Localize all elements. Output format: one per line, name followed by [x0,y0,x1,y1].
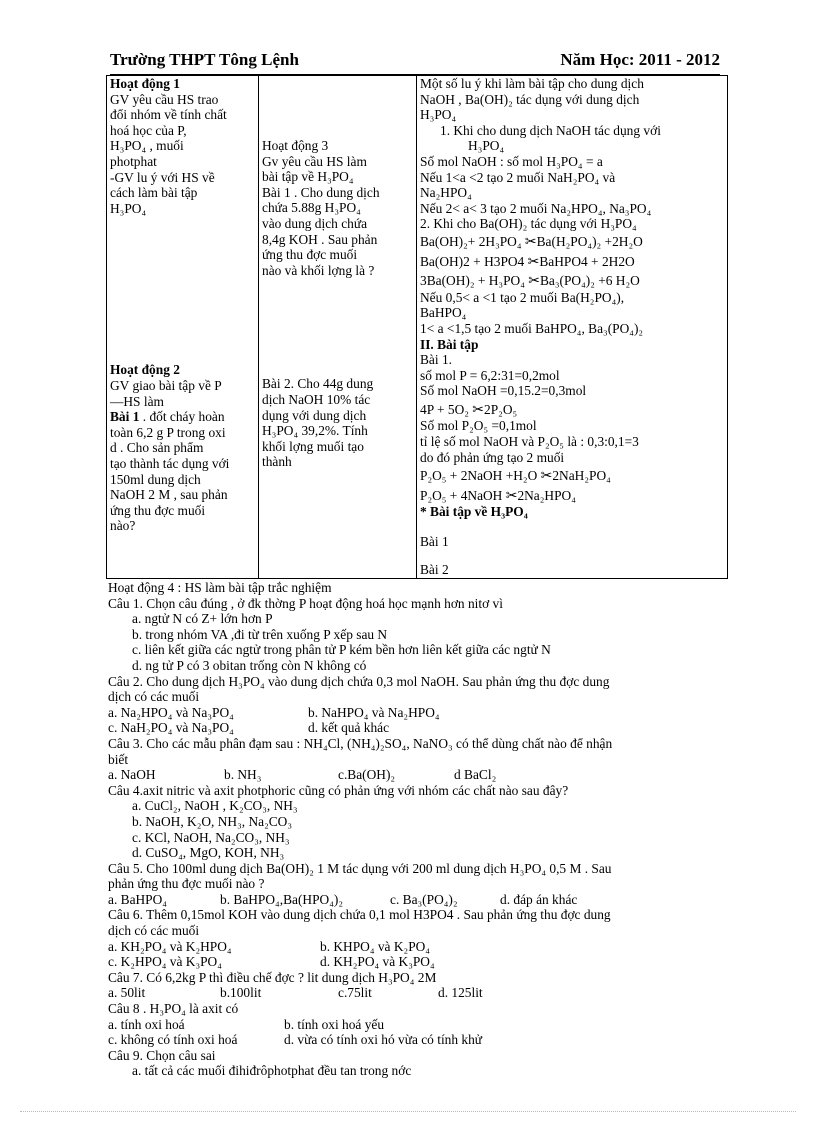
activity-3-line: ứng thu đợc muối [262,247,358,263]
answer-option: a. tất cả các muối đihiđrôphotphat đều tan trong nớc [132,1063,412,1079]
note-line: 1< a <1,5 tạo 2 muối BaHPO₄, Ba₃(PO₄)₂ [420,320,644,336]
question-6-cont: dịch có các muối [108,923,200,939]
activity-3-line: Hoạt động 3 [262,138,329,153]
answer-option: a. ngtử N có Z+ lớn hơn P [132,611,273,627]
answer-option: a. 50lit [108,985,146,1001]
note-line: Một số lu ý khi làm bài tập cho dung dịch [420,76,644,91]
question-1: Câu 1. Chọn câu đúng , ở đk thờng P hoạt động hoá học mạnh hơn nitơ vì [108,595,503,611]
section-heading: * Bài tập về H₃PO₄ [420,504,528,520]
note-line: Nếu 1<a <2 tạo 2 muối NaH₂PO₄ và [420,169,616,185]
activity-2-line: ứng thu đợc muối [110,502,206,518]
answer-option: b. BaHPO₄,Ba(HPO₄)₂ [220,891,343,907]
answer-option: d BaCl₂ [454,767,497,783]
activity-1-line: H₃PO₄ , muối [110,138,184,154]
answer-option: d. 125lit [438,985,483,1001]
reaction-arrow-icon: ✂ [528,274,540,290]
answer-option: c. NaH₂PO₄ và Na₃PO₄ [108,720,234,736]
activity-2-title: Hoạt động 2 [110,362,180,378]
equation-4: 4P + 5O₂ ✂2P₂O₅ [420,401,518,418]
answer-option: b. NaHPO₄ và Na₂HPO₄ [308,704,440,720]
section-heading: II. Bài tập [420,336,479,352]
activity-1-line: -GV lu ý với HS về [110,169,215,185]
page-header [110,50,720,75]
solution-line: Số mol P₂O₅ =0,1mol [420,418,537,434]
activity-1-line: đổi nhóm về tính chất [110,107,227,123]
note-item-1-cont: H₃PO₄ [468,138,505,154]
content-column [417,76,728,579]
note-line: Nếu 0,5< a <1 tạo 2 muối Ba(H₂PO₄), [420,289,625,305]
school-year: Năm Học: 2011 - 2012 [560,50,720,69]
activity-1-line: cách làm bài tập [110,185,198,201]
answer-option: c. không có tính oxi hoá [108,1032,238,1048]
solution-line: số mol P = 6,2:31=0,2mol [420,367,560,383]
activity-1-line: hoá học của P, [110,122,187,138]
activity-3-line: 8,4g KOH . Sau phản [262,231,378,247]
activity-2-line: d . Cho sản phẩm [110,440,204,456]
lesson-table [106,75,728,579]
answer-option: d. KH₂PO₄ và K₃PO₄ [320,954,435,970]
page-footer-divider [20,1111,796,1112]
activity-2-line: nào? [110,518,136,534]
answer-option: d. CuSO₄, MgO, KOH, NH₃ [132,845,285,861]
activity-2-line: tạo thành tác dụng với [110,455,230,471]
solution-line: tỉ lệ số mol NaOH và P₂O₅ là : 0,3:0,1=3 [420,434,639,450]
equation-6: P₂O₅ + 4NaOH ✂2Na₂HPO₄ [420,487,576,504]
question-3: Câu 3. Cho các mẫu phân đạm sau : NH₄Cl, (NH₄)₂SO₄, NaNO₃ có thể dùng chất nào để nhận [108,735,613,751]
activity-3-line: chứa 5.88g H₃PO₄ [262,200,361,216]
answer-option: c. Ba₃(PO₄)₂ [390,891,458,907]
quiz-section [108,580,728,1079]
answer-option: c.75lit [338,985,372,1001]
answer-option: a. Na₂HPO₄ và Na₃PO₄ [108,704,234,720]
answer-option: a. BaHPO₄ [108,891,167,907]
equation-1: Ba(OH)₂+ 2H₃PO₄ ✂Ba(H₂PO₄)₂ +2H₂O [420,233,643,250]
answer-option: b.100lit [220,985,262,1001]
question-6: Câu 6. Thêm 0,15mol KOH vào dung dịch chứa 0,1 mol H3PO4 . Sau phản ứng thu đợc dung [108,907,611,923]
question-5-cont: phản ứng thu đợc muối nào ? [108,876,265,892]
answer-option: b. tính oxi hoá yếu [284,1016,385,1032]
answer-option: b. trong nhóm VA ,đi từ trên xuống P xếp sau N [132,626,388,642]
answer-option: c.Ba(OH)₂ [338,767,396,783]
activity-2-line: GV giao bài tập về P [110,377,222,393]
solution-line: Bài 1. [420,352,452,368]
question-7: Câu 7. Có 6,2kg P thì điều chế đợc ? lit dung dịch H₃PO₄ 2M [108,969,437,985]
note-line: Nếu 2< a< 3 tạo 2 muối Na₂HPO₄, Na₃PO₄ [420,200,652,216]
equation-2: Ba(OH)2 + H3PO4 ✂BaHPO4 + 2H2O [420,253,635,270]
equation-3: 3Ba(OH)₂ + H₃PO₄ ✂Ba₃(PO₄)₂ +6 H₂O [420,273,640,290]
question-2: Câu 2. Cho dung dịch H₃PO₄ vào dung dịch chứa 0,3 mol NaOH. Sau phản ứng thu đợc dung [108,673,610,689]
solution-line: Số mol NaOH =0,15.2=0,3mol [420,383,587,399]
answer-option: c. liên kết giữa các ngtử trong phân tử P kém bền hơn liên kết giữa các ngtử N [132,642,551,658]
reaction-arrow-icon: ✂ [540,469,553,485]
activity-2-line: —HS làm [110,393,164,409]
answer-option: d. ng tử P có 3 obitan trống còn N không có [132,657,367,673]
question-3-cont: biết [108,751,129,767]
solution-line: do đó phản ứng tạo 2 muối [420,449,565,465]
exercise-2-line: dịch NaOH 10% tác [262,391,371,407]
equation-5: P₂O₅ + 2NaOH +H₂O ✂2NaH₂PO₄ [420,468,611,485]
note-line: Số mol NaOH : số mol H₃PO₄ = a [420,153,603,169]
question-5: Câu 5. Cho 100ml dung dịch Ba(OH)₂ 1 M tác dụng với 200 ml dung dịch H₃PO₄ 0,5 M . Sau [108,860,612,876]
question-9: Câu 9. Chọn câu sai [108,1047,216,1063]
answer-option: d. đáp án khác [500,891,578,907]
note-item-1: 1. Khi cho dung dịch NaOH tác dụng với [440,122,661,138]
reaction-arrow-icon: ✂ [505,488,518,504]
answer-option: b. KHPO₄ và K₂PO₄ [320,938,430,954]
note-line: Na₂HPO₄ [420,185,472,201]
activity-1-line: GV yêu cầu HS trao [110,91,219,107]
question-8: Câu 8 . H₃PO₄ là axit có [108,1001,239,1017]
answer-option: a. NaOH [108,767,156,783]
reaction-arrow-icon: ✂ [527,254,540,270]
student-activity-column [259,76,417,579]
activity-3-line: Gv yêu cầu HS làm [262,153,367,169]
activity-3-line: vào dung dịch chứa [262,215,368,231]
note-line: H₃PO₄ [420,107,457,123]
exercise-2-line: H₃PO₄ 39,2%. Tính [262,423,368,439]
question-4: Câu 4.axit nitric và axit photphoric cũng có phản ứng với nhóm các chất nào sau đây? [108,782,569,798]
answer-option: b. NH₃ [224,767,262,783]
activity-3-line: bài tập về H₃PO₄ [262,169,354,185]
note-line: 2. Khi cho Ba(OH)₂ tác dụng với H₃PO₄ [420,216,637,232]
activity-2-line: . đốt cháy hoàn [142,409,225,425]
exercise-2-line: Bài 2. Cho 44g dung [262,376,374,392]
answer-option: c. KCl, NaOH, Na₂CO₃, NH₃ [132,829,290,845]
teacher-activity-column [107,76,259,579]
activity-2-line: toàn 6,2 g P trong oxi [110,424,226,440]
school-name: Trường THPT Tông Lệnh [110,50,299,69]
exercise-2-line: khối lợng muối tạo [262,438,364,454]
reaction-arrow-icon: ✂ [472,402,485,418]
activity-1-line: photphat [110,153,157,169]
question-2-cont: dịch có các muối [108,689,200,705]
activity-3-line: Bài 1 . Cho dung dịch [262,184,380,200]
answer-option: a. KH₂PO₄ và K₂HPO₄ [108,938,232,954]
answer-option: a. tính oxi hoá [108,1016,185,1032]
activity-4-title: Hoạt động 4 : HS làm bài tập trắc nghiệm [108,580,332,595]
answer-option: b. NaOH, K₂O, NH₃, Na₂CO₃ [132,813,293,829]
exercise-1-label: Bài 1 [110,409,140,425]
exercise-2-line: dụng với dung dịch [262,407,367,423]
exercise-label: Bài 2 [420,561,449,577]
activity-2-line: NaOH 2 M , sau phản [110,487,228,503]
exercise-2-line: thành [262,454,292,470]
reaction-arrow-icon: ✂ [524,234,537,250]
answer-option: a. CuCl₂, NaOH , K₂CO₃, NH₃ [132,798,298,814]
note-line: NaOH , Ba(OH)₂ tác dụng với dung dịch [420,91,640,107]
activity-1-line: H₃PO₄ [110,200,147,216]
answer-option: d. kết quả khác [308,720,390,736]
exercise-label: Bài 1 [420,534,449,550]
activity-3-line: nào và khối lợng là ? [262,262,375,278]
answer-option: d. vừa có tính oxi hó vừa có tính khử [284,1032,483,1048]
answer-option: c. K₂HPO₄ và K₃PO₄ [108,954,222,970]
activity-1-title: Hoạt động 1 [110,76,180,91]
note-line: BaHPO₄ [420,305,467,321]
activity-2-line: 150ml dung dịch [110,471,201,487]
